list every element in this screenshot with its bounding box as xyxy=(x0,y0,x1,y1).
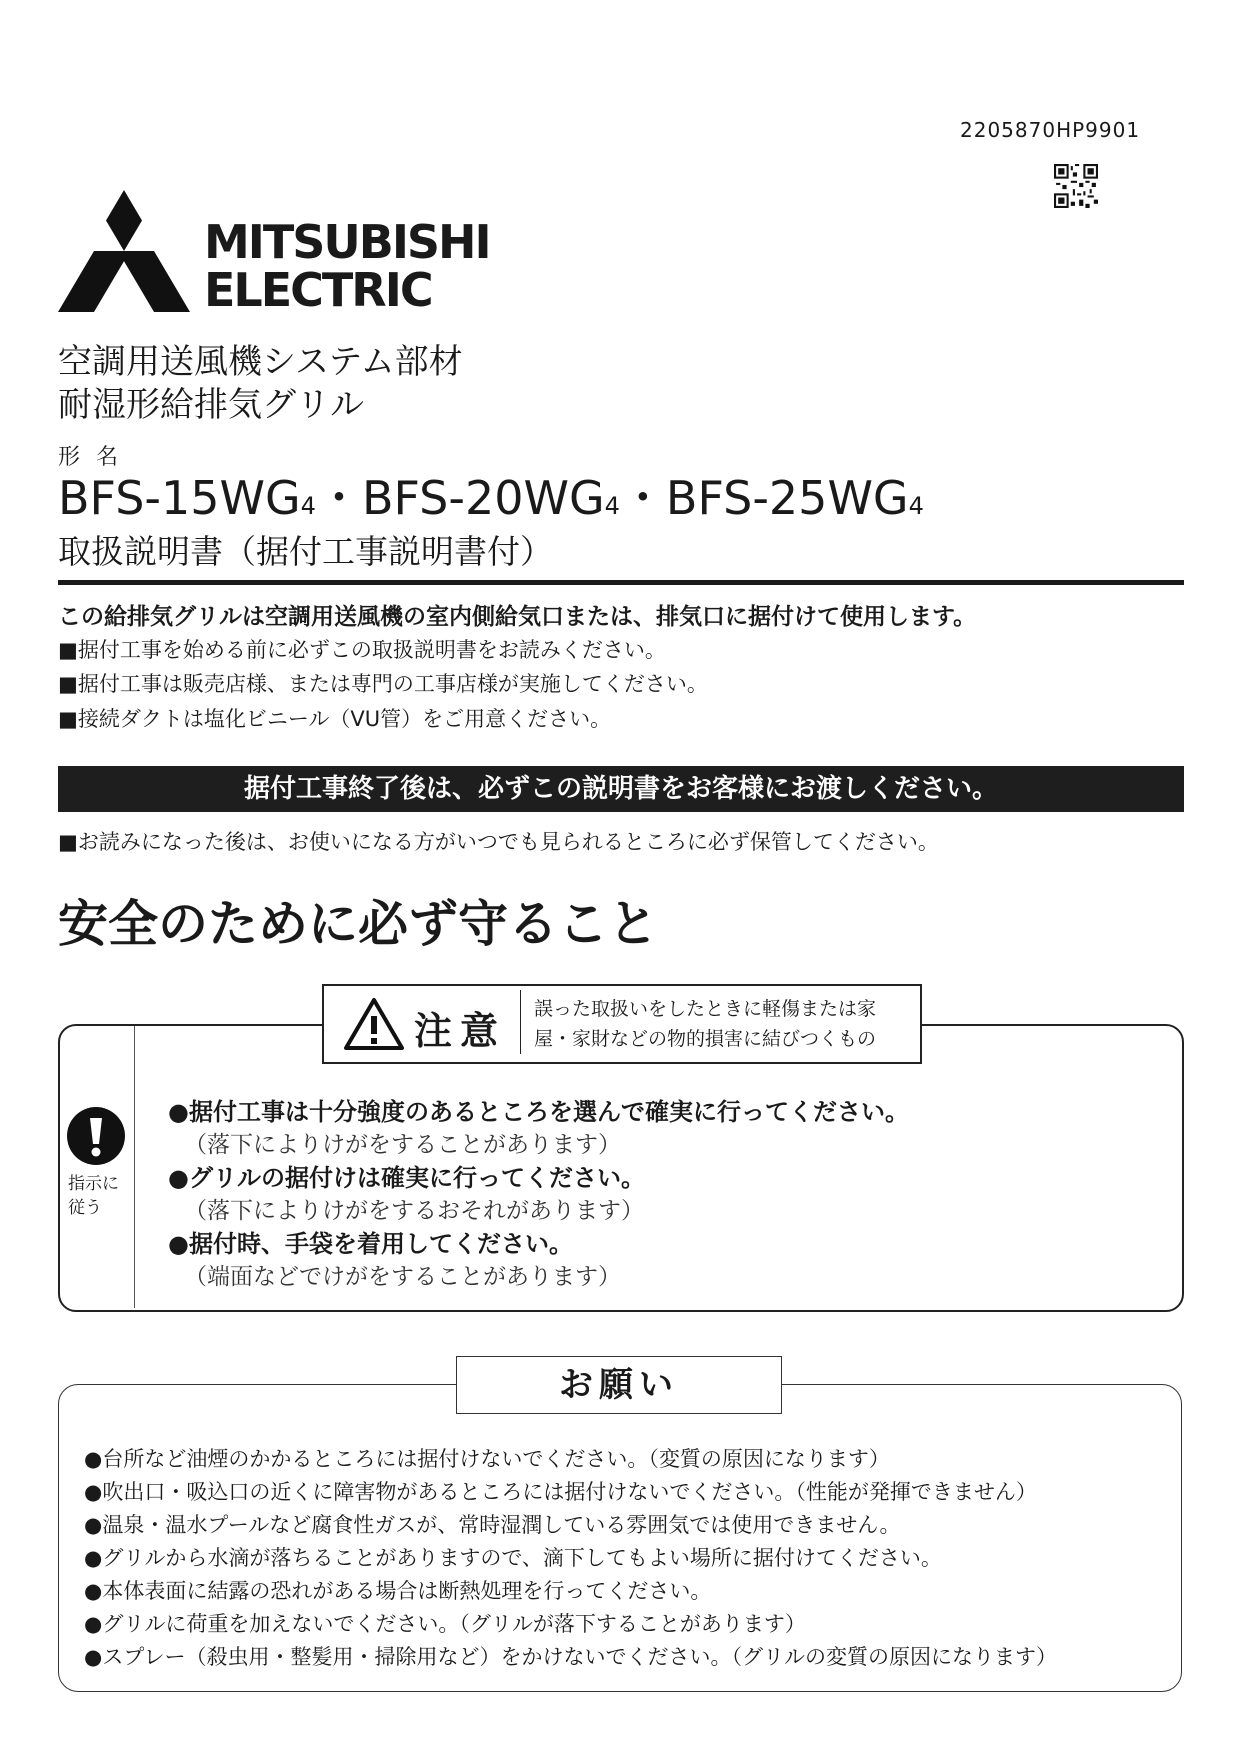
request-item: ●吹出口・吸込口の近くに障害物があるところには据付けないでください。（性能が発揮できません） xyxy=(84,1480,1037,1504)
product-category: 空調用送風機システム部材 xyxy=(58,342,463,382)
caution-header-divider xyxy=(520,990,521,1054)
model-separator: ・ xyxy=(315,471,362,525)
notice-item: ■接続ダクトは塩化ビニール（VU管）をご用意ください。 xyxy=(58,707,612,731)
request-item: ●温泉・温水プールなど腐食性ガスが、常時湿潤している雰囲気では使用できません。 xyxy=(84,1513,901,1537)
exclamation-circle-icon xyxy=(66,1106,126,1166)
three-diamonds-logo xyxy=(58,190,190,312)
intro-text: この給排気グリルは空調用送風機の室内側給気口または、排気口に据付けて使用します。 xyxy=(58,604,977,630)
request-item: ●グリルに荷重を加えないでください。（グリルが落下することがあります） xyxy=(84,1612,806,1636)
caution-item: ●据付工事は十分強度のあるところを選んで確実に行ってください。 xyxy=(168,1098,909,1126)
manual-title: 取扱説明書（据付工事説明書付） xyxy=(58,532,553,571)
caution-desc-line1: 誤った取扱いをしたときに軽傷または家 xyxy=(534,998,877,1020)
brand-name xyxy=(204,215,490,317)
caution-divider xyxy=(134,1026,135,1308)
obey-label xyxy=(68,1172,119,1220)
handover-banner: 据付工事終了後は、必ずこの説明書をお客様にお渡しください。 xyxy=(58,766,1184,812)
warning-triangle-icon xyxy=(342,996,406,1052)
caution-label: 注意 xyxy=(414,1009,507,1053)
obey-line1: 指示に xyxy=(68,1174,119,1194)
caution-item: ●据付時、手袋を着用してください。 xyxy=(168,1230,573,1258)
notice-item: ■据付工事を始める前に必ずこの取扱説明書をお読みください。 xyxy=(58,638,666,662)
caution-note: （落下によりけがをすることがあります） xyxy=(184,1132,621,1158)
model-2-suffix: 4 xyxy=(604,492,620,520)
document-code: 2205870HP9901 xyxy=(960,118,1141,142)
request-item: ●台所など油煙のかかるところには据付けないでください。（変質の原因になります） xyxy=(84,1447,890,1471)
request-item: ●本体表面に結露の恐れがある場合は断熱処理を行ってください。 xyxy=(84,1579,712,1603)
model-1-suffix: 4 xyxy=(300,492,316,520)
caution-note: （落下によりけがをするおそれがあります） xyxy=(184,1198,644,1224)
model-1: BFS-15WG xyxy=(58,471,301,525)
model-2: BFS-20WG xyxy=(361,471,605,525)
request-item: ●グリルから水滴が落ちることがありますので、滴下してもよい場所に据付けてください。 xyxy=(84,1546,942,1570)
request-title: お願い xyxy=(456,1356,782,1414)
keep-note: ■お読みになった後は、お使いになる方がいつでも見られるところに必ず保管してください。 xyxy=(58,830,939,854)
brand-line1: MITSUBISHI xyxy=(204,215,490,269)
model-separator: ・ xyxy=(619,471,666,525)
notice-item: ■据付工事は販売店様、または専門の工事店様が実施してください。 xyxy=(58,672,708,696)
caution-note: （端面などでけがをすることがあります） xyxy=(184,1264,621,1290)
model-names xyxy=(58,470,924,534)
brand-line2: ELECTRIC xyxy=(204,263,432,317)
model-3-suffix: 4 xyxy=(908,492,924,520)
caution-desc-line2: 屋・家財などの物的損害に結びつくもの xyxy=(534,1028,877,1050)
model-3: BFS-25WG xyxy=(665,471,909,525)
obey-line2: 従う xyxy=(68,1198,102,1218)
request-item: ●スプレー（殺虫用・整髪用・掃除用など）をかけないでください。（グリルの変質の原因になります） xyxy=(84,1645,1057,1669)
title-divider xyxy=(58,580,1184,585)
qr-code-icon xyxy=(1054,164,1098,208)
caution-item: ●グリルの据付けは確実に行ってください。 xyxy=(168,1164,645,1192)
product-type: 耐湿形給排気グリル xyxy=(58,385,364,425)
model-label: 形名 xyxy=(58,445,135,470)
safety-heading: 安全のために必ず守ること xyxy=(58,895,658,953)
caution-description xyxy=(534,994,876,1054)
